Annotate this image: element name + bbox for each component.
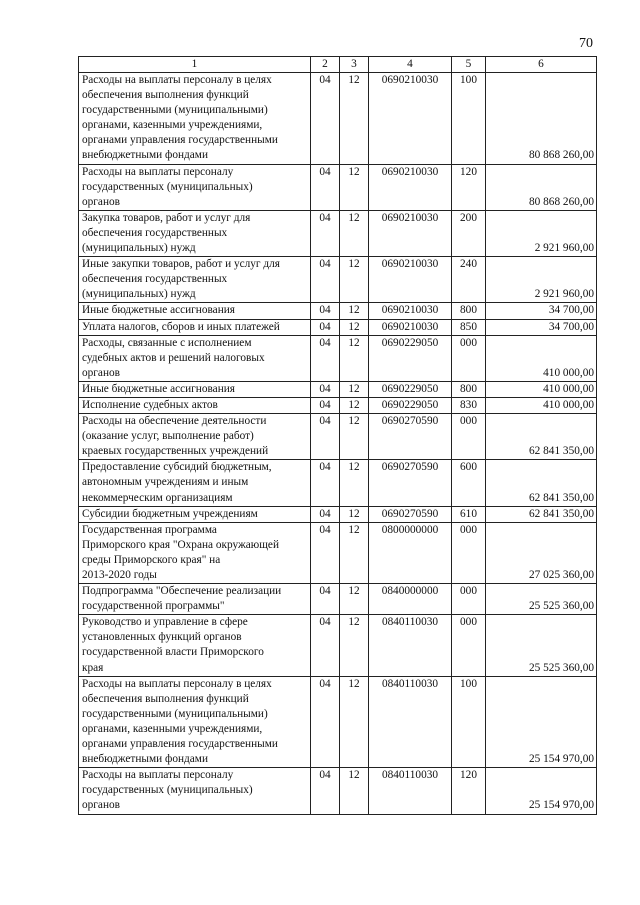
section-code: 04 <box>311 335 340 381</box>
amount: 62 841 350,00 <box>486 506 597 522</box>
section-code: 04 <box>311 414 340 460</box>
table-row <box>79 768 597 814</box>
page-number: 70 <box>579 36 593 51</box>
expense-type-code: 800 <box>452 303 486 319</box>
section-code: 04 <box>311 460 340 506</box>
section-code: 04 <box>311 584 340 615</box>
subsection-code: 12 <box>340 164 369 210</box>
expense-type-code: 000 <box>452 335 486 381</box>
expense-name: Государственная программа Приморского края "Охрана окружающей среды Приморского края" на 2013-2020 годы <box>79 522 311 583</box>
amount: 2 921 960,00 <box>486 257 597 303</box>
table-row <box>79 414 597 460</box>
section-code: 04 <box>311 506 340 522</box>
expense-name: Расходы на обеспечение деятельности (оказание услуг, выполнение работ) краевых государственных учреждений <box>79 414 311 460</box>
target-article-code: 0690210030 <box>369 210 452 256</box>
table-row <box>79 381 597 397</box>
section-code: 04 <box>311 615 340 676</box>
expense-type-code: 850 <box>452 319 486 335</box>
expense-type-code: 600 <box>452 460 486 506</box>
subsection-code: 12 <box>340 584 369 615</box>
amount: 25 525 360,00 <box>486 615 597 676</box>
amount: 2 921 960,00 <box>486 210 597 256</box>
expense-type-code: 000 <box>452 584 486 615</box>
expense-name: Расходы на выплаты персоналу в целях обеспечения выполнения функций государственными (муниципальными) органами, казенными учреждениями, органами управления государственными внебюджетными фондами <box>79 676 311 768</box>
expense-name: Предоставление субсидий бюджетным, автономным учреждениям и иным некоммерческим организациям <box>79 460 311 506</box>
expense-name: Иные бюджетные ассигнования <box>79 381 311 397</box>
table-row <box>79 584 597 615</box>
amount: 27 025 360,00 <box>486 522 597 583</box>
expense-name: Расходы на выплаты персоналу в целях обеспечения выполнения функций государственными (муниципальными) органами, казенными учреждениями, органами управления государственными внебюджетными фондами <box>79 73 311 165</box>
section-code: 04 <box>311 768 340 814</box>
expense-name: Расходы на выплаты персоналу государственных (муниципальных) органов <box>79 768 311 814</box>
target-article-code: 0690270590 <box>369 414 452 460</box>
amount: 34 700,00 <box>486 303 597 319</box>
subsection-code: 12 <box>340 335 369 381</box>
target-article-code: 0690210030 <box>369 319 452 335</box>
subsection-code: 12 <box>340 676 369 768</box>
expense-type-code: 240 <box>452 257 486 303</box>
amount: 25 154 970,00 <box>486 768 597 814</box>
expense-name: Подпрограмма "Обеспечение реализации государственной программы" <box>79 584 311 615</box>
section-code: 04 <box>311 257 340 303</box>
expense-name: Уплата налогов, сборов и иных платежей <box>79 319 311 335</box>
target-article-code: 0690210030 <box>369 73 452 165</box>
target-article-code: 0840110030 <box>369 676 452 768</box>
expense-type-code: 000 <box>452 615 486 676</box>
section-code: 04 <box>311 164 340 210</box>
amount: 410 000,00 <box>486 381 597 397</box>
table-row <box>79 676 597 768</box>
subsection-code: 12 <box>340 257 369 303</box>
table-row <box>79 303 597 319</box>
expense-type-code: 120 <box>452 768 486 814</box>
section-code: 04 <box>311 381 340 397</box>
target-article-code: 0690270590 <box>369 506 452 522</box>
subsection-code: 12 <box>340 522 369 583</box>
expense-name: Иные бюджетные ассигнования <box>79 303 311 319</box>
target-article-code: 0690229050 <box>369 397 452 413</box>
column-header-1: 1 <box>79 57 311 73</box>
column-header-4: 4 <box>369 57 452 73</box>
amount: 80 868 260,00 <box>486 164 597 210</box>
subsection-code: 12 <box>340 768 369 814</box>
table-row <box>79 164 597 210</box>
section-code: 04 <box>311 210 340 256</box>
amount: 80 868 260,00 <box>486 73 597 165</box>
target-article-code: 0800000000 <box>369 522 452 583</box>
expense-type-code: 800 <box>452 381 486 397</box>
amount: 25 525 360,00 <box>486 584 597 615</box>
subsection-code: 12 <box>340 210 369 256</box>
table-row <box>79 615 597 676</box>
target-article-code: 0690229050 <box>369 381 452 397</box>
target-article-code: 0840110030 <box>369 768 452 814</box>
expense-name: Расходы на выплаты персоналу государственных (муниципальных) органов <box>79 164 311 210</box>
expense-name: Расходы, связанные с исполнением судебных актов и решений налоговых органов <box>79 335 311 381</box>
expense-type-code: 100 <box>452 676 486 768</box>
section-code: 04 <box>311 73 340 165</box>
table-row <box>79 319 597 335</box>
target-article-code: 0690229050 <box>369 335 452 381</box>
section-code: 04 <box>311 303 340 319</box>
column-header-3: 3 <box>340 57 369 73</box>
amount: 25 154 970,00 <box>486 676 597 768</box>
amount: 62 841 350,00 <box>486 460 597 506</box>
column-header-6: 6 <box>486 57 597 73</box>
subsection-code: 12 <box>340 506 369 522</box>
subsection-code: 12 <box>340 460 369 506</box>
column-header-2: 2 <box>311 57 340 73</box>
subsection-code: 12 <box>340 397 369 413</box>
amount: 410 000,00 <box>486 397 597 413</box>
amount: 62 841 350,00 <box>486 414 597 460</box>
expense-name: Иные закупки товаров, работ и услуг для обеспечения государственных (муниципальных) нужд <box>79 257 311 303</box>
table-header-row <box>79 57 597 73</box>
subsection-code: 12 <box>340 615 369 676</box>
amount: 34 700,00 <box>486 319 597 335</box>
budget-table <box>78 56 597 815</box>
expense-type-code: 000 <box>452 522 486 583</box>
target-article-code: 0840000000 <box>369 584 452 615</box>
table-row <box>79 506 597 522</box>
expense-type-code: 610 <box>452 506 486 522</box>
table-row <box>79 397 597 413</box>
table-row <box>79 73 597 165</box>
section-code: 04 <box>311 397 340 413</box>
section-code: 04 <box>311 676 340 768</box>
section-code: 04 <box>311 319 340 335</box>
expense-type-code: 200 <box>452 210 486 256</box>
amount: 410 000,00 <box>486 335 597 381</box>
target-article-code: 0690210030 <box>369 257 452 303</box>
target-article-code: 0690210030 <box>369 303 452 319</box>
expense-name: Закупка товаров, работ и услуг для обеспечения государственных (муниципальных) нужд <box>79 210 311 256</box>
table-row <box>79 522 597 583</box>
subsection-code: 12 <box>340 381 369 397</box>
table-row <box>79 210 597 256</box>
expense-type-code: 120 <box>452 164 486 210</box>
table-row <box>79 335 597 381</box>
table-row <box>79 460 597 506</box>
expense-type-code: 100 <box>452 73 486 165</box>
section-code: 04 <box>311 522 340 583</box>
expense-name: Руководство и управление в сфере установленных функций органов государственной власти Приморского края <box>79 615 311 676</box>
subsection-code: 12 <box>340 414 369 460</box>
subsection-code: 12 <box>340 319 369 335</box>
table-row <box>79 257 597 303</box>
expense-name: Исполнение судебных актов <box>79 397 311 413</box>
subsection-code: 12 <box>340 73 369 165</box>
expense-type-code: 830 <box>452 397 486 413</box>
subsection-code: 12 <box>340 303 369 319</box>
target-article-code: 0690270590 <box>369 460 452 506</box>
target-article-code: 0840110030 <box>369 615 452 676</box>
target-article-code: 0690210030 <box>369 164 452 210</box>
column-header-5: 5 <box>452 57 486 73</box>
expense-name: Субсидии бюджетным учреждениям <box>79 506 311 522</box>
expense-type-code: 000 <box>452 414 486 460</box>
